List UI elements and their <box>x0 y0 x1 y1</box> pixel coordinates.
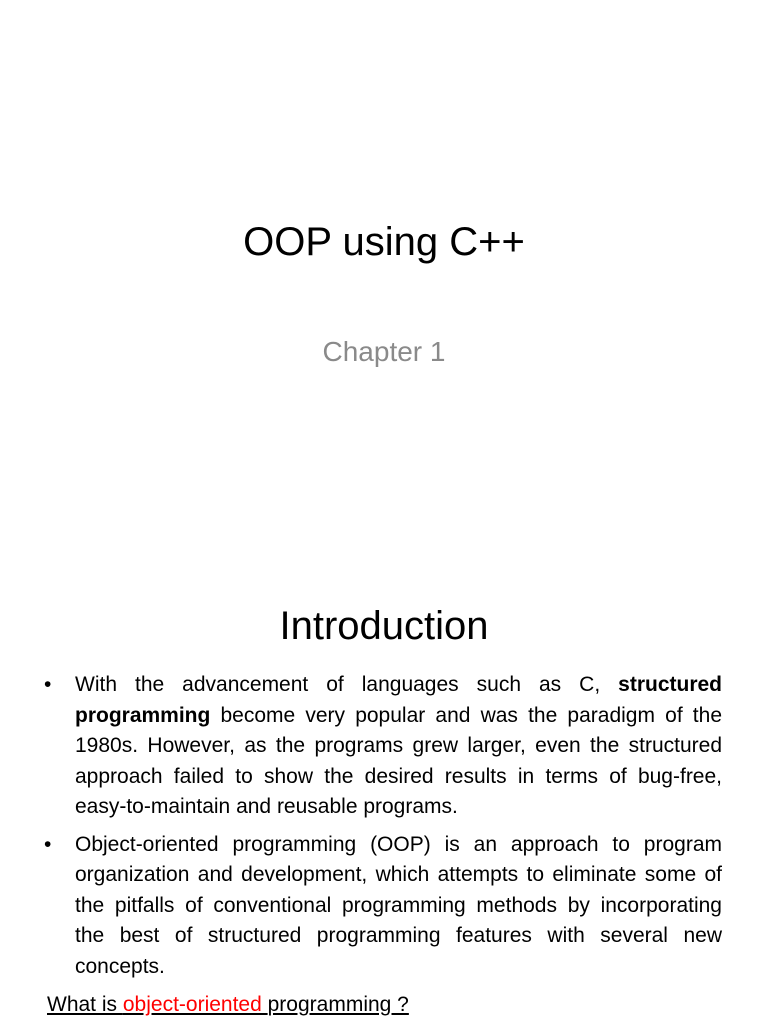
bullet-text-part: With the advancement of languages such as C, <box>75 673 619 696</box>
introduction-heading: Introduction <box>279 604 489 648</box>
question-prefix: What is <box>47 993 123 1016</box>
bold-term: structured programming <box>75 673 722 727</box>
bullet-item <box>44 830 722 983</box>
question-suffix: programming ? <box>267 993 409 1016</box>
question-line <box>47 991 409 1019</box>
bullet-list <box>44 670 722 989</box>
bullet-icon: • <box>44 673 52 696</box>
bullet-icon: • <box>44 832 52 856</box>
bullet-item <box>44 670 722 823</box>
bullet-text-part: become very popular and was the paradigm of the 1980s. However, as the programs grew larger, even the structured approach failed to show the desired results in terms of bug-free, easy-to-maintain and reusable programs. <box>75 703 722 818</box>
bullet-text: Object-oriented programming (OOP) is an approach to program organization and development, which attempts to eliminate some of the pitfalls of conventional programming methods by incorporating the best of structured programming features with several new concepts. <box>75 832 722 978</box>
slide-introduction <box>0 576 768 1024</box>
question-highlight: object-oriented <box>122 993 268 1016</box>
slide-title-heading: OOP using C++ <box>243 220 525 264</box>
slide-subtitle: Chapter 1 <box>322 336 446 367</box>
